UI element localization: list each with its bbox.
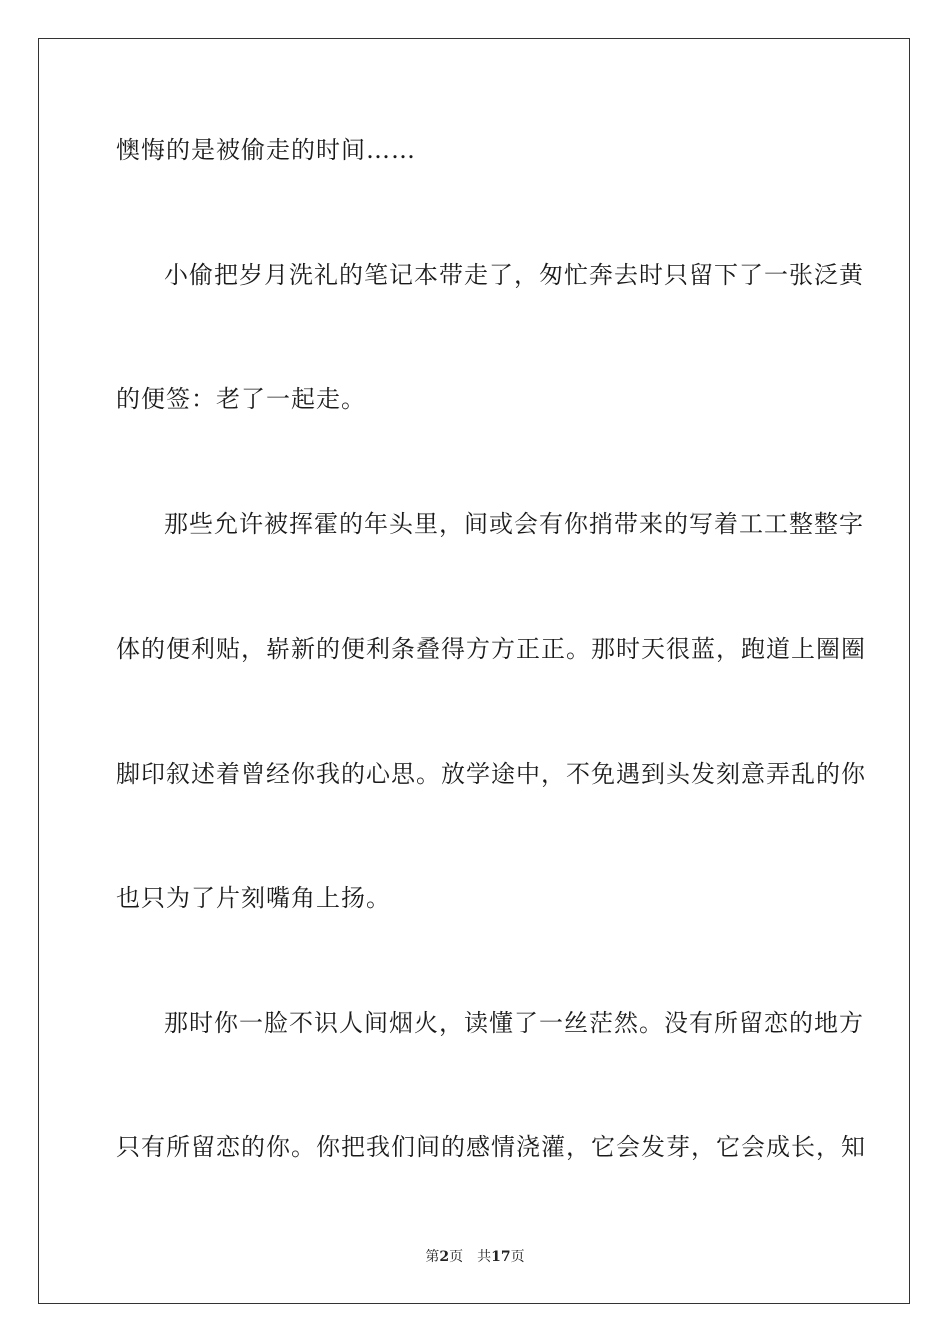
text-line: 懊悔的是被偷走的时间…… [116, 136, 416, 164]
total-suffix: 页 [510, 1249, 525, 1265]
page-suffix: 页 [449, 1249, 464, 1265]
page-prefix: 第 [425, 1249, 440, 1265]
paragraph-first-line: 小偷把岁月洗礼的笔记本带走了，匆忙奔去时只留下了一张泛黄 [164, 261, 864, 289]
total-prefix: 共 [477, 1249, 492, 1265]
paragraph-first-line: 那时你一脸不识人间烟火，读懂了一丝茫然。没有所留恋的地方 [164, 1009, 864, 1037]
paragraph-first-line: 那些允许被挥霍的年头里，间或会有你捎带来的写着工工整整字 [164, 510, 864, 538]
text-line: 的便签：老了一起走。 [116, 385, 366, 413]
text-line: 脚印叙述着曾经你我的心思。放学途中，不免遇到头发刻意弄乱的你 [116, 760, 866, 788]
page-number: 2 [439, 1249, 450, 1265]
total-pages: 17 [491, 1249, 511, 1265]
text-line: 也只为了片刻嘴角上扬。 [116, 884, 391, 912]
page-footer [0, 1248, 950, 1266]
text-line: 体的便利贴，崭新的便利条叠得方方正正。那时天很蓝，跑道上圈圈 [116, 635, 866, 663]
page-border [38, 38, 910, 1304]
text-line: 只有所留恋的你。你把我们间的感情浇灌，它会发芽，它会成长，知 [116, 1133, 866, 1161]
